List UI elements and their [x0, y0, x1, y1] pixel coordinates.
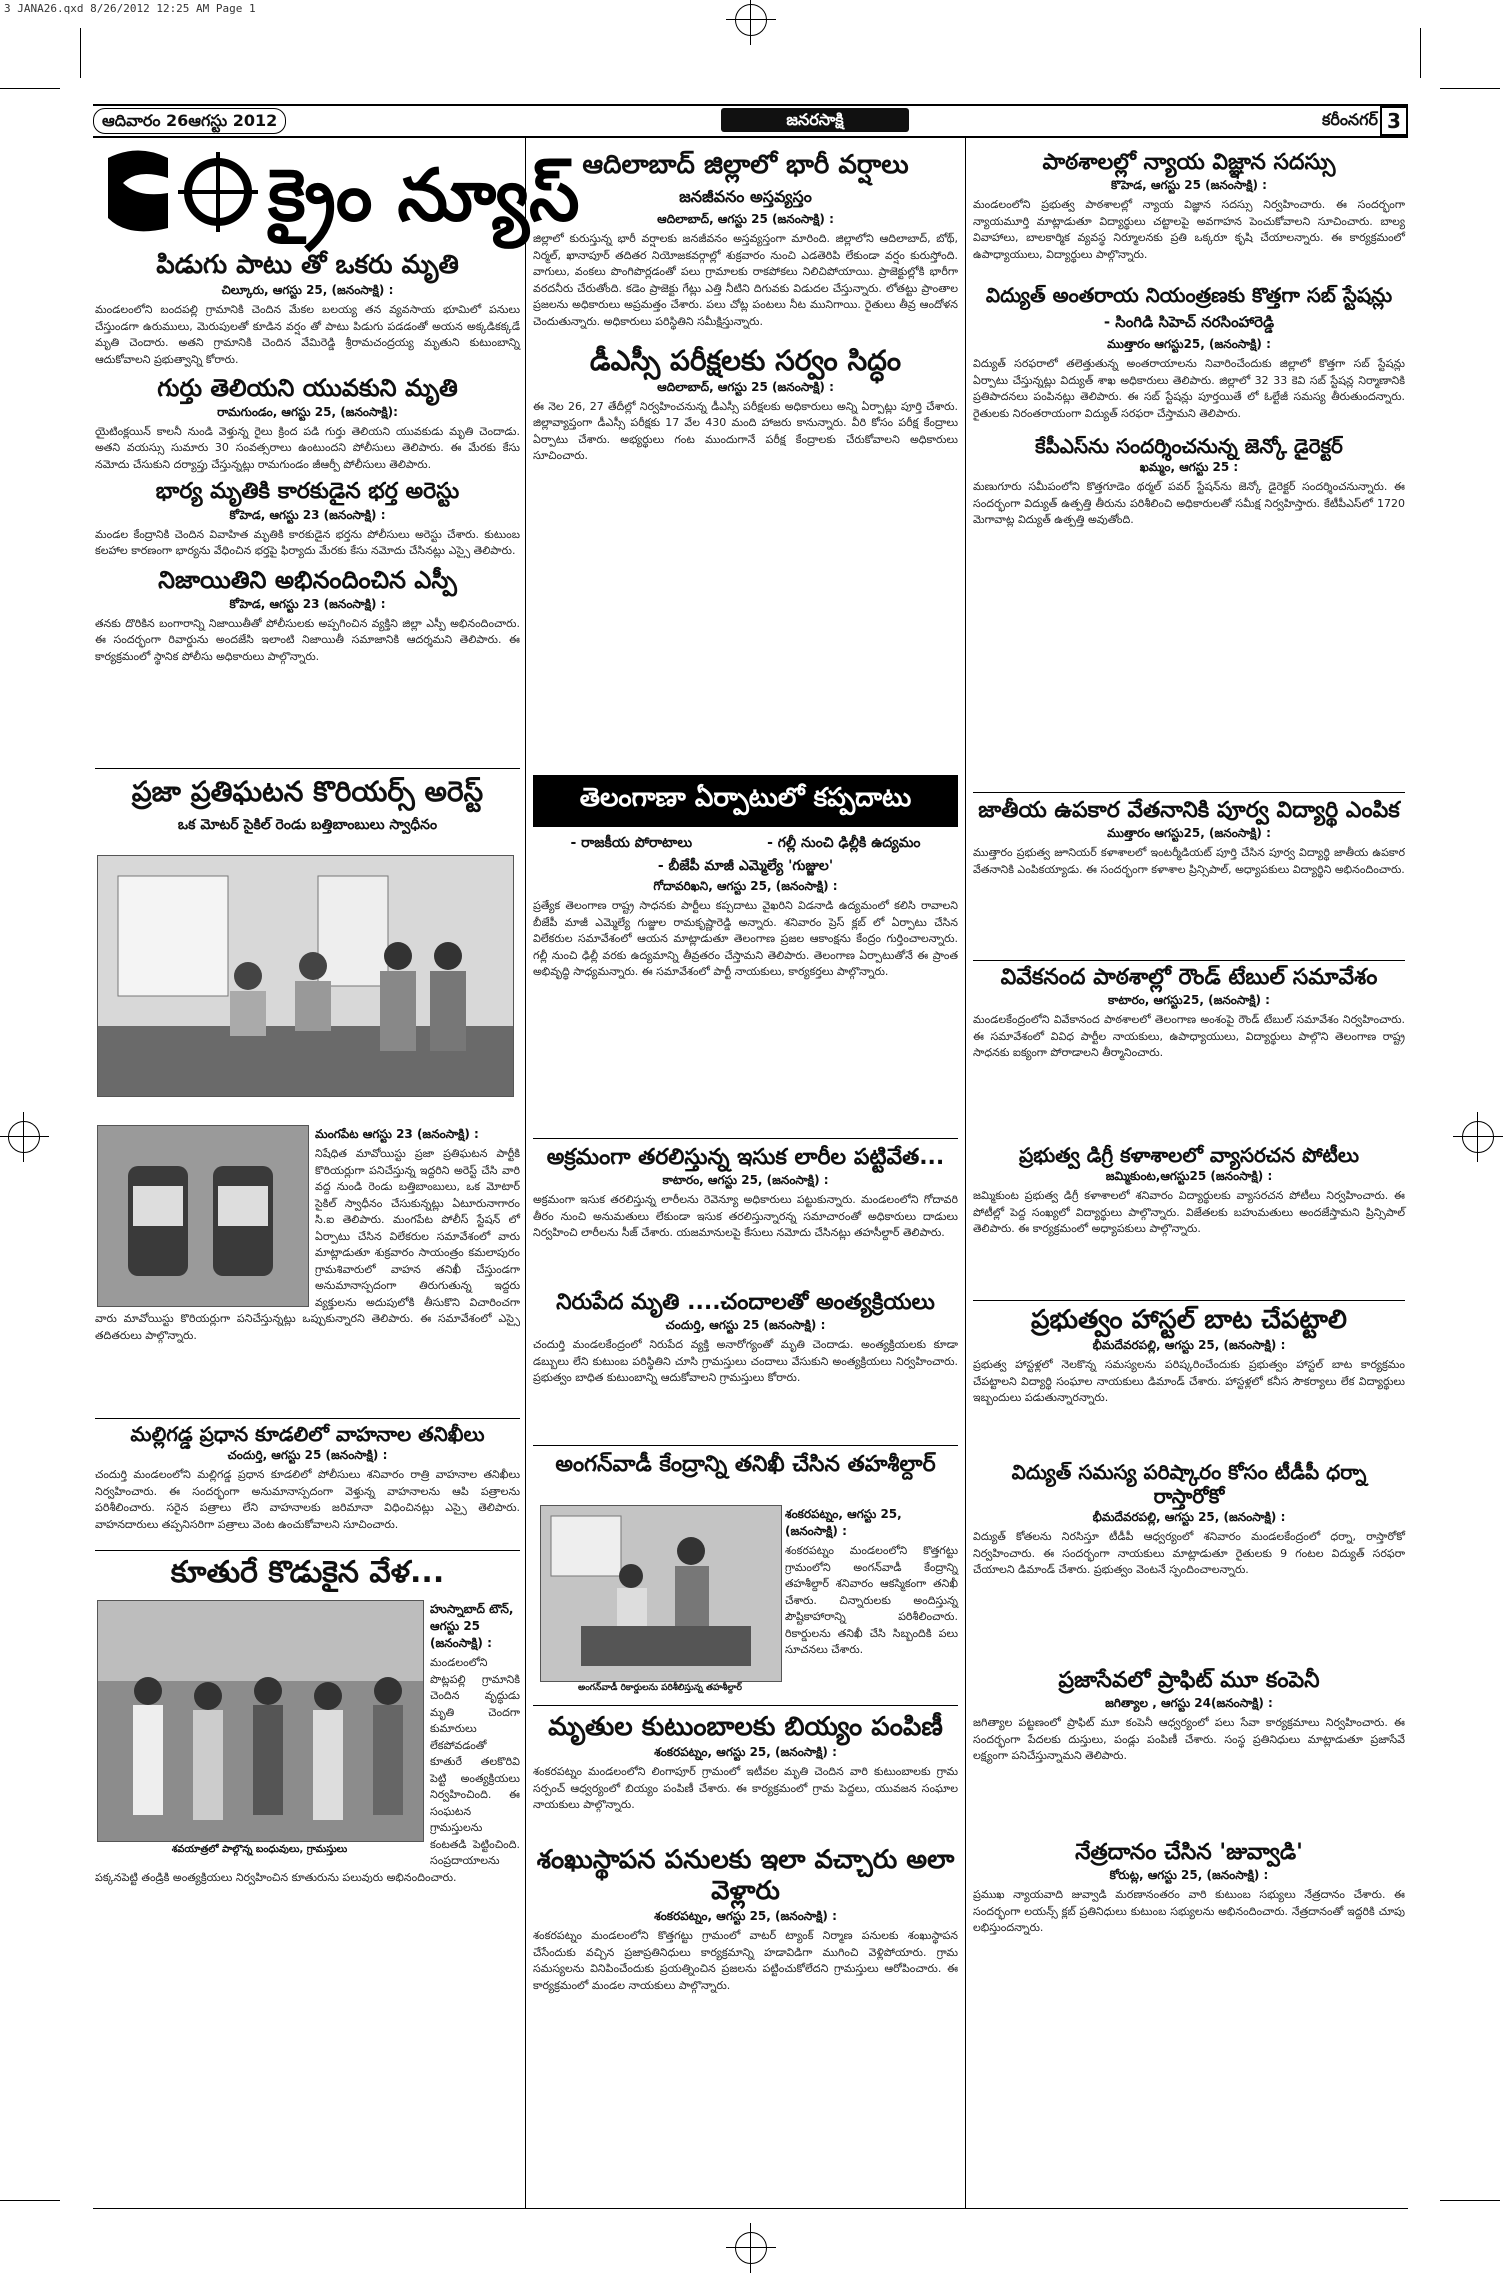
headline: అంగన్‌వాడీ కేంద్రాన్ని తనిఖీ చేసిన తహశీల్దార్	[555, 1452, 936, 1477]
dateline: కాటారం, ఆగస్టు 25, (జనంసాక్షి) :	[662, 1173, 829, 1188]
dateline: కోహెడ, ఆగస్టు 23 (జనంసాక్షి) :	[229, 507, 386, 522]
headline: మల్లిగడ్డ ప్రధాన కూడలిలో వాహనాల తనిఖీలు	[130, 1422, 485, 1446]
column-1-top	[95, 250, 520, 765]
headline: పిడుగు పాటు తో ఒకరు మృతి	[156, 250, 459, 280]
section-divider	[973, 960, 1405, 961]
crop-mark	[1440, 88, 1500, 89]
column-1-vehicle-checks	[95, 1422, 520, 1547]
section-divider	[533, 1445, 958, 1446]
dateline: శంకరపట్నం, ఆగస్టు 25, (జనంసాక్షి) :	[785, 1507, 902, 1538]
file-slug: 3 JANA26.qxd 8/26/2012 12:25 AM Page 1	[4, 2, 256, 15]
headline: ప్రజా ప్రతిఘటన కొరియర్స్ అరెస్ట్	[131, 775, 484, 808]
dateline: ఆదిలాబాద్, ఆగస్టు 25 (జనంసాక్షి) :	[657, 212, 834, 227]
column-2-rice-distribution	[533, 1712, 958, 1842]
column-2-telangana	[533, 775, 958, 1100]
section-divider	[533, 1705, 958, 1706]
article-body: మండలంలోని ప్రభుత్వ పాఠశాలల్లో న్యాయ విజ్ఞాన సదస్సు నిర్వహించారు. ఈ సందర్భంగా న్యాయమూర్తి మాట్లాడుతూ విద్యార్థులు చట్టాలపై అవగాహన పెంచుకోవాలని సూచించారు. బాల్య వివాహాలు, బాలకార్మిక వ్యవస్థ నిర్మూలనకు ప్రతి ఒక్కరూ కృషి చేయాలన్నారు. ఈ కార్యక్రమంలో ఉపాధ్యాయులు, విద్యార్థులు పాల్గొన్నారు.	[973, 198, 1405, 261]
article-body: ఈ నెల 26, 27 తేదీల్లో నిర్వహించనున్న డీఎస్సీ పరీక్షలకు అధికారులు అన్ని ఏర్పాట్లు పూర్తి చేశారు. జిల్లావ్యాప్తంగా డీఎస్సీ పరీక్షకు 17 వేల 430 మంది హాజరు కానున్నారు. వీరి కోసం పరీక్ష కేంద్రాలు ఏర్పాటు చేశారు. అభ్యర్థులు గంట ముందుగానే పరీక్ష కేంద్రాలకు చేరుకోవాలని అధికారులు సూచించారు.	[533, 399, 958, 463]
column-3-scholarship	[973, 798, 1405, 958]
headline: గుర్తు తెలియని యువకుని మృతి	[157, 374, 458, 403]
subheadline: - గల్లీ నుంచి ఢిల్లీకి ఉద్యమం	[767, 835, 921, 851]
article-body: శంకరపట్నం మండలంలోని కొత్తగట్టు గ్రామంలో వాటర్ ట్యాంక్ నిర్మాణ పనులకు శంఖుస్థాపన చేసేందుకు వచ్చిన ప్రజాప్రతినిధులు కార్యక్రమాన్ని హడావిడిగా ముగించి వెళ్లిపోయారు. గ్రామ సమస్యలను వినిపించేందుకు ప్రయత్నించిన ప్రజలను పట్టించుకోలేదని గ్రామస్తులు ఆరోపించారు. ఈ కార్యక్రమంలో మండల నాయకులు పాల్గొన్నారు.	[533, 1929, 958, 1992]
headline: నిజాయితిని అభినందించిన ఎస్పీ	[158, 565, 457, 594]
press-meet-photo-art	[98, 856, 513, 1096]
dateline: చందుర్తి, ఆగస్టు 25 (జనంసాక్షి) :	[227, 1448, 388, 1462]
column-3-top	[973, 150, 1405, 790]
article-body: మండల కేంద్రానికి చెందిన వివాహిత మృతికి కారకుడైన భర్తను పోలీసులు అరెస్టు చేశారు. కుటుంబ కలహాల కారణంగా భార్యను వేధించిన భర్తపై ఫిర్యాదు మేరకు కేసు నమోదు చేసినట్లు ఎస్సై తెలిపారు.	[95, 527, 520, 558]
headline: పాఠశాలల్లో న్యాయ విజ్ఞాన సదస్సు	[1042, 150, 1336, 175]
column-2-rains	[533, 150, 958, 770]
column-2-poor-death	[533, 1290, 958, 1440]
article-body: నిషేధిత మావోయిస్టు ప్రజా ప్రతిఘటన పార్టీకి కొరియర్లుగా పనిచేస్తున్న ఇద్దరిని అరెస్ట్ చేసి వారి వద్ద నుండి రెండు బత్తిబాంబులు, ఒక మోటార్ సైకిల్ స్వాధీనం చేసుకున్నట్లు ఏటూరునాగారం సి.ఐ తెలిపారు. మంగపేట పోలీస్ స్టేషన్ లో ఏర్పాటు చేసిన విలేకరుల సమావేశంలో వారు మాట్లాడుతూ శుక్రవారం సాయంత్రం కమలాపురం గ్రామశివారులో వాహన తనిఖీ చేస్తుండగా అనుమానాస్పదంగా తిరుగుతున్న ఇద్దరు వ్యక్తులను అదుపులోకి తీసుకొని విచారించగా వారు మావోయిస్టు కొరియర్లుగా పనిచేస్తున్నట్లు ఒప్పుకున్నారని తెలిపారు. ఈ సమావేశంలో ఎస్సై తదితరులు పాల్గొన్నారు.	[95, 1147, 520, 1342]
headline: కేపీఎస్‌ను సందర్శించనున్న జెన్కో డైరెక్టర్	[1035, 434, 1343, 459]
article-body: మండలంలోని పొట్లపల్లి గ్రామానికి చెందిన వృద్ధుడు మృతి చెందగా కుమారులు లేకపోవడంతో కూతురే తలకొరివి పెట్టి అంత్యక్రియలు నిర్వహించింది. ఈ సంఘటన గ్రామస్తులను కంటతడి పెట్టించింది. సంప్రదాయాలను పక్కనపెట్టి తండ్రికి అంత్యక్రియలు నిర్వహించిన కూతురును పలువురు అభినందించారు.	[95, 1656, 520, 1884]
headline: నేత్రదానం చేసిన 'జువ్వాడి'	[1075, 1840, 1303, 1865]
section-divider	[95, 768, 520, 769]
column-3-tdp-dharna	[973, 1460, 1405, 1665]
dateline: భీమదేవరపల్లి, ఆగస్టు 25, (జనంసాక్షి) :	[1092, 1338, 1286, 1353]
registration-mark-left	[8, 1121, 40, 1153]
column-1-daughter-story	[95, 1555, 520, 1595]
section-divider	[973, 792, 1405, 793]
article-body: శంకరపట్నం మండలంలోని లింగాపూర్ గ్రామంలో ఇటీవల మృతి చెందిన వారి కుటుంబాలకు గ్రామ సర్పంచ్ ఆధ్వర్యంలో బియ్యం పంపిణీ చేశారు. ఈ కార్యక్రమంలో గ్రామ పెద్దలు, యువజన సంఘాల నాయకులు పాల్గొన్నారు.	[533, 1765, 958, 1812]
column-2-foundation	[533, 1845, 958, 2080]
section-divider	[95, 1418, 520, 1419]
column-3-profit-company	[973, 1668, 1405, 1828]
edition-name: కరీంనగర్	[1321, 110, 1378, 129]
article-body: అక్రమంగా ఇసుక తరలిస్తున్న లారీలను రెవెన్యూ అధికారులు పట్టుకున్నారు. మండలంలోని గోదావరి తీరం నుంచి అనుమతులు లేకుండా ఇసుక తరలిస్తున్నారన్న సమాచారంతో అధికారులు దాడులు నిర్వహించి లారీలను సీజ్ చేశారు. యజమానులపై కేసులు నమోదు చేసినట్లు తహసీల్దార్ తెలిపారు.	[533, 1193, 958, 1240]
dateline: కాటారం, ఆగస్టు25, (జనంసాక్షి) :	[1108, 993, 1270, 1008]
column-2-anganwadi-head	[533, 1452, 958, 1496]
subheadline: - సింగిడి సిహెచ్ నరసింహారెడ్డి	[1103, 313, 1275, 332]
article-body: ముత్తారం ప్రభుత్వ జూనియర్ కళాశాలలో ఇంటర్మీడియట్ పూర్తి చేసిన పూర్వ విద్యార్థి జాతీయ ఉపకార వేతనానికి ఎంపికయ్యాడు. ఈ సందర్భంగా కళాశాల ప్రిన్సిపాల్, అధ్యాపకులు విద్యార్థిని అభినందించారు.	[973, 846, 1405, 876]
column-3-hostal	[973, 1305, 1405, 1455]
headline: జాతీయ ఉపకార వేతనానికి పూర్వ విద్యార్థి ఎంపిక	[978, 798, 1400, 823]
dateline: ముత్తారం ఆగస్టు25, (జనంసాక్షి) :	[1107, 826, 1271, 841]
crop-mark	[80, 28, 81, 78]
banner-headline: తెలంగాణా ఏర్పాటులో కప్పదాటు	[533, 775, 958, 827]
page-number: 3	[1380, 106, 1408, 136]
dateline: మంగపేట ఆగస్టు 23 (జనంసాక్షి) :	[315, 1127, 479, 1141]
masthead-logo: జనరసాక్షి	[721, 108, 909, 132]
article-body: విద్యుత్ సరఫరాలో తలెత్తుతున్న అంతరాయాలను నివారించేందుకు జిల్లాలో కొత్తగా సబ్ స్టేషన్లు ఏర్పాటు చేస్తున్నట్లు విద్యుత్ శాఖ అధికారులు తెలిపారు. జిల్లాలో 32 33 కెవి సబ్ స్టేషన్ల నిర్మాణానికి ప్రతిపాదనలు పంపినట్లు తెలిపారు. ఈ సబ్ స్టేషన్లు పూర్తయితే లో ఓల్టేజీ సమస్య తీరుతుందన్నారు. రైతులకు నిరంతరాయంగా విద్యుత్ సరఫరా చేస్తామని తెలిపారు.	[973, 357, 1405, 420]
subheadline: - రాజకీయ పోరాటాలు	[570, 835, 693, 851]
section-divider	[973, 1300, 1405, 1301]
dateline: భీమదేవరపల్లి, ఆగస్టు 25, (జనంసాక్షి) :	[1092, 1510, 1286, 1524]
subheadline: జనజీవనం అస్తవ్యస్తం	[679, 187, 812, 207]
page-bottom-rule	[93, 2208, 1408, 2209]
crime-news-logo-art	[98, 138, 580, 246]
crop-mark	[1420, 28, 1421, 78]
headline: విద్యుత్ అంతరాయ నియంత్రణకు కొత్తగా సబ్ స్టేషన్లు	[985, 283, 1393, 308]
article-body: చందుర్తి మండలంలోని మల్లిగడ్డ ప్రధాన కూడలిలో పోలీసులు శనివారం రాత్రి వాహనాల తనిఖీలు నిర్వహించారు. ఈ సందర్భంగా అనుమానాస్పదంగా వెళ్తున్న వాహనాలను ఆపి పత్రాలను పరిశీలించారు. సరైన పత్రాలు లేని వాహనాలకు జరిమానా విధించినట్లు ఎస్సై తెలిపారు. వాహనదారులు తప్పనిసరిగా పత్రాలు వెంట ఉంచుకోవాలని సూచించారు.	[95, 1468, 520, 1531]
dateline: గోదావరిఖని, ఆగస్టు 25, (జనంసాక్షి) :	[653, 879, 838, 893]
article-body: తనకు దొరికిన బంగారాన్ని నిజాయితీతో పోలీసులకు అప్పగించిన వ్యక్తిని జిల్లా ఎస్పీ అభినందించారు. ఈ సందర్భంగా రివార్డును అందజేసి ఇలాంటి నిజాయితీ సమాజానికి ఆదర్శమని తెలిపారు. ఈ కార్యక్రమంలో స్థానిక పోలీసు అధికారులు పాల్గొన్నారు.	[95, 616, 520, 663]
column-1-courier-body	[95, 1125, 520, 1415]
headline: వివేకనంద పాఠశాల్లో రౌండ్ టేబుల్ సమావేశం	[1000, 965, 1378, 990]
crop-mark	[0, 2200, 60, 2201]
article-body: జమ్మికుంట ప్రభుత్వ డిగ్రీ కళాశాలలో శనివారం విద్యార్థులకు వ్యాసరచన పోటీలు నిర్వహించారు. ఈ పోటీల్లో పెద్ద సంఖ్యలో విద్యార్థులు పాల్గొన్నారు. విజేతలకు బహుమతులు అందజేస్తామని ప్రిన్సిపాల్ తెలిపారు. ఈ కార్యక్రమంలో అధ్యాపకులు పాల్గొన్నారు.	[973, 1189, 1405, 1235]
article-body: ప్రభుత్వ హాస్టళ్లలో నెలకొన్న సమస్యలను పరిష్కరించేందుకు ప్రభుత్వం హాస్టల్ బాట కార్యక్రమం చేపట్టాలని విద్యార్థి సంఘాల నాయకులు డిమాండ్ చేశారు. హాస్టళ్లలో కనీస సౌకర్యాలు లేక విద్యార్థులు ఇబ్బందులు పడుతున్నారన్నారు.	[973, 1358, 1405, 1405]
section-divider	[533, 1138, 958, 1139]
column-3-round-table	[973, 965, 1405, 1140]
article-body: మణుగూరు సమీపంలోని కొత్తగూడెం థర్మల్ పవర్ స్టేషన్‌ను జెన్కో డైరెక్టర్ సందర్శించనున్నారు. ఈ సందర్భంగా విద్యుత్ ఉత్పత్తి తీరును పరిశీలించి అధికారులతో సమీక్ష నిర్వహిస్తారు. కేటీపీఎస్‌లో 1720 మెగావాట్ల విద్యుత్ ఉత్పత్తి అవుతోంది.	[973, 480, 1405, 527]
headline: ప్రజాసేవలో ప్రాఫిట్ మూ కంపెనీ	[1058, 1668, 1320, 1693]
registration-mark-top	[735, 4, 767, 36]
column-1-courier	[95, 775, 520, 855]
issue-date: ఆదివారం 26ఆగస్టు 2012	[93, 108, 286, 134]
dateline: శంకరపట్నం, ఆగస్టు 25, (జనంసాక్షి) :	[654, 1745, 837, 1760]
dateline: జమ్మికుంట,ఆగస్టు25 (జనంసాక్షి) :	[1105, 1169, 1273, 1183]
article-body: యైటింక్లయిన్ కాలనీ నుండి వెళ్తున్న రైలు క్రింద పడి గుర్తు తెలియని యువకుడు మృతి చెందాడు. అతని వయస్సు సుమారు 30 సంవత్సరాలు ఉంటుందని పోలీసులు తెలిపారు. ఈ మేరకు కేసు నమోదు చేసుకుని దర్యాప్తు చేస్తున్నట్లు రామగుండం జీఆర్పీ పోలీసులు తెలిపారు.	[95, 424, 520, 471]
article-body: చందుర్తి మండలకేంద్రంలో నిరుపేద వ్యక్తి అనారోగ్యంతో మృతి చెందాడు. అంత్యక్రియలకు కూడా డబ్బులు లేని కుటుంబ పరిస్థితిని చూసి గ్రామస్తులు చందాలు వేసుకుని అంత్యక్రియలు నిర్వహించారు. ప్రభుత్వం బాధిత కుటుంబాన్ని ఆదుకోవాలని గ్రామస్తులు కోరారు.	[533, 1338, 958, 1385]
article-body: శంకరపట్నం మండలంలోని కొత్తగట్టు గ్రామంలోని అంగన్‌వాడీ కేంద్రాన్ని తహశీల్దార్ శనివారం ఆకస్మికంగా తనిఖీ చేశారు. చిన్నారులకు అందిస్తున్న పౌష్టికాహారాన్ని పరిశీలించారు. రికార్డులను తనిఖీ చేసి సిబ్బందికి పలు సూచనలు చేశారు.	[785, 1544, 958, 1656]
headline: అక్రమంగా తరలిస్తున్న ఇసుక లారీల పట్టివేత...	[546, 1145, 945, 1170]
dateline: ఆదిలాబాద్, ఆగస్టు 25 (జనంసాక్షి) :	[657, 379, 834, 394]
article-body: ప్రత్యేక తెలంగాణ రాష్ట్ర సాధనకు పార్టీలు కప్పదాటు వైఖరిని విడనాడి ఉద్యమంలో కలిసి రావాలని బీజేపీ మాజీ ఎమ్మెల్యే గుజ్జుల రామకృష్ణారెడ్డి అన్నారు. శనివారం ప్రెస్ క్లబ్ లో ఏర్పాటు చేసిన విలేకరుల సమావేశంలో ఆయన మాట్లాడుతూ తెలంగాణ ప్రజల ఆకాంక్షను కేంద్రం గుర్తించాలన్నారు. గల్లీ నుంచి ఢిల్లీ వరకు ఉద్యమాన్ని తీవ్రతరం చేస్తామని తెలిపారు. తెలంగాణ ఏర్పాటుతోనే ఈ ప్రాంత అభివృద్ధి సాధ్యమన్నారు. ఈ సమావేశంలో పార్టీ నాయకులు, కార్యకర్తలు పాల్గొన్నారు.	[533, 899, 958, 978]
column-divider	[965, 138, 966, 2208]
headline: భార్య మృతికి కారకుడైన భర్త అరెస్టు	[155, 479, 460, 505]
headline: కూతురే కొడుకైన వేళ...	[170, 1555, 445, 1590]
column-2-sand-lorries	[533, 1145, 958, 1275]
dateline: జగిత్యాల , ఆగస్టు 24(జనంసాక్షి) :	[1105, 1696, 1273, 1711]
registration-mark-bottom	[735, 2232, 767, 2264]
column-3-eye-donation	[973, 1840, 1405, 2050]
dateline: రామగుండం, ఆగస్టు 25, (జనంసాక్షి):	[217, 404, 398, 419]
headline: మృతుల కుటుంబాలకు బియ్యం పంపిణీ	[548, 1712, 943, 1742]
registration-mark-right	[1462, 1121, 1494, 1153]
article-body: మండలంలోని బందపల్లి గ్రామానికి చెందిన మేకల బలయ్య తన వ్యవసాయ భూమిలో పనులు చేస్తుండగా ఉరుములు, మెరుపులతో కూడిన వర్షం తో పాటు పిడుగు పడడంతో అయన అక్కడికక్కడే మృతి చెందారు. అతని గ్రామానికి చెందిన వేమిరెడ్డి శ్రీరామచంద్రయ్య మృతుని కుటుంబాన్ని ఆదుకోవాలని ప్రభుత్వాన్ని కోరారు.	[95, 303, 520, 366]
press-meet-photo	[97, 855, 514, 1097]
dateline: శంకరపట్నం, ఆగస్టు 25, (జనంసాక్షి) :	[654, 1909, 837, 1924]
subheadline: - బీజేపీ మాజీ ఎమ్మెల్యే 'గుజ్జుల'	[657, 858, 834, 874]
dateline: ముత్తారం ఆగస్టు25, (జనంసాక్షి) :	[1107, 337, 1271, 352]
headline: శంఖుస్థాపన పనులకు ఇలా వచ్చారు అలా వెళ్లారు	[536, 1845, 955, 1907]
headline: విద్యుత్ సమస్య పరిష్కారం కోసం టీడీపీ ధర్నా రాస్తారోకో	[1011, 1460, 1367, 1508]
crop-mark	[0, 88, 60, 89]
dateline: కోహెడ, ఆగస్టు 23 (జనంసాక్షి) :	[229, 596, 386, 611]
dateline: హుస్నాబాద్ టౌన్, ఆగస్టు 25 (జనంసాక్షి) :	[430, 1602, 514, 1650]
dateline: కొహెడ, ఆగస్టు 25 (జనంసాక్షి) :	[1111, 178, 1267, 193]
section-divider	[95, 1550, 520, 1551]
column-divider	[525, 138, 526, 2208]
headline: ప్రభుత్వ డిగ్రీ కళాశాలలో వ్యాసరచన పోటీలు	[1018, 1143, 1360, 1167]
headline: ప్రభుత్వం హాస్టల్ బాట చేపట్టాలి	[1031, 1305, 1347, 1335]
dateline: చిల్కూరు, ఆగస్టు 25, (జనంసాక్షి) :	[221, 283, 394, 298]
photo-caption: శవయాత్రలో పాల్గొన్న బంధువులు, గ్రామస్తులు	[171, 1844, 348, 1855]
headline: నిరుపేద మృతి ....చందాలతో అంత్యక్రియలు	[556, 1290, 935, 1315]
headline: ఆదిలాబాద్ జిల్లాలో భారీ వర్షాలు	[582, 150, 909, 180]
headline: డీఎస్సీ పరీక్షలకు సర్వం సిద్ధం	[589, 344, 902, 378]
article-body: జగిత్యాల పట్టణంలో ప్రాఫిట్ మూ కంపెనీ ఆధ్వర్యంలో పలు సేవా కార్యక్రమాలు నిర్వహించారు. ఈ సందర్భంగా పేదలకు దుస్తులు, పండ్లు పంపిణీ చేశారు. సంస్థ ప్రతినిధులు మాట్లాడుతూ ప్రజాసేవే లక్ష్యంగా పనిచేస్తున్నామని తెలిపారు.	[973, 1716, 1405, 1763]
crop-mark	[1440, 2200, 1500, 2201]
crime-news-logo	[98, 138, 580, 246]
column-1-daughter-body	[95, 1600, 520, 1955]
photo-caption: అంగన్‌వాడీ రికార్డులను పరిశీలిస్తున్న తహశీల్దార్	[578, 1683, 742, 1693]
article-body: ప్రముఖ న్యాయవాది జువ్వాడి మరణానంతరం వారి కుటుంబ సభ్యులు నేత్రదానం చేశారు. ఈ సందర్భంగా లయన్స్ క్లబ్ ప్రతినిధులు కుటుంబ సభ్యులను అభినందించారు. నేత్రదానంతో ఇద్దరికి చూపు లభిస్తుందన్నారు.	[973, 1888, 1405, 1935]
article-body: జిల్లాలో కురుస్తున్న భారీ వర్షాలకు జనజీవనం అస్తవ్యస్తంగా మారింది. జిల్లాలోని ఆదిలాబాద్, బోథ్, నిర్మల్, ఖానాపూర్ తదితర నియోజకవర్గాల్లో శుక్రవారం నుంచి ఎడతెరిపి లేకుండా వర్షం కురుస్తోంది. వాగులు, వంకలు పొంగిపొర్లడంతో పలు గ్రామాలకు రాకపోకలు నిలిచిపోయాయి. ప్రాజెక్టుల్లోకి భారీగా వరదనీరు చేరుతోంది. కడెం ప్రాజెక్టు గేట్లు ఎత్తి నీటిని దిగువకు విడుదల చేస్తున్నారు. లోతట్టు ప్రాంతాల ప్రజలను అధికారులు అప్రమత్తం చేశారు. పలు చోట్ల పంటలు నీట మునిగాయి. రైతులు తీవ్ర ఆందోళన చెందుతున్నారు. అధికారులు పరిస్థితిని సమీక్షిస్తున్నారు.	[533, 232, 958, 328]
column-2-anganwadi-body	[533, 1505, 958, 1700]
article-body: విద్యుత్ కోతలను నిరసిస్తూ టీడీపీ ఆధ్వర్యంలో శనివారం మండలకేంద్రంలో ధర్నా, రాస్తారోకో నిర్వహించారు. ఈ సందర్భంగా నాయకులు మాట్లాడుతూ రైతులకు 9 గంటల విద్యుత్ సరఫరా చేయాలని డిమాండ్ చేశారు. ప్రభుత్వం వెంటనే స్పందించాలన్నారు.	[973, 1530, 1405, 1576]
dateline: చందుర్తి, ఆగస్టు 25 (జనంసాక్షి) :	[665, 1318, 826, 1333]
article-body: మండలకేంద్రంలోని వివేకానంద పాఠశాలలో తెలంగాణ అంశంపై రౌండ్ టేబుల్ సమావేశం నిర్వహించారు. ఈ సమావేశంలో వివిధ పార్టీల నాయకులు, ఉపాధ్యాయులు, విద్యార్థులు పాల్గొని తెలంగాణ రాష్ట్ర సాధనకు ఐక్యంగా పోరాడాలని తీర్మానించారు.	[973, 1013, 1405, 1060]
dateline: ఖమ్మం, ఆగస్టు 25 :	[1139, 460, 1239, 475]
dateline: కోరుట్ల, ఆగస్టు 25, (జనంసాక్షి) :	[1109, 1868, 1269, 1883]
page-header	[93, 104, 1408, 138]
subheadline: ఒక మోటర్ సైకిల్ రెండు బత్తిబాంబులు స్వాధీనం	[177, 816, 438, 833]
crime-news-logo-text: క్రైం న్యూస్	[268, 153, 580, 237]
column-3-essay-contest	[973, 1143, 1405, 1298]
